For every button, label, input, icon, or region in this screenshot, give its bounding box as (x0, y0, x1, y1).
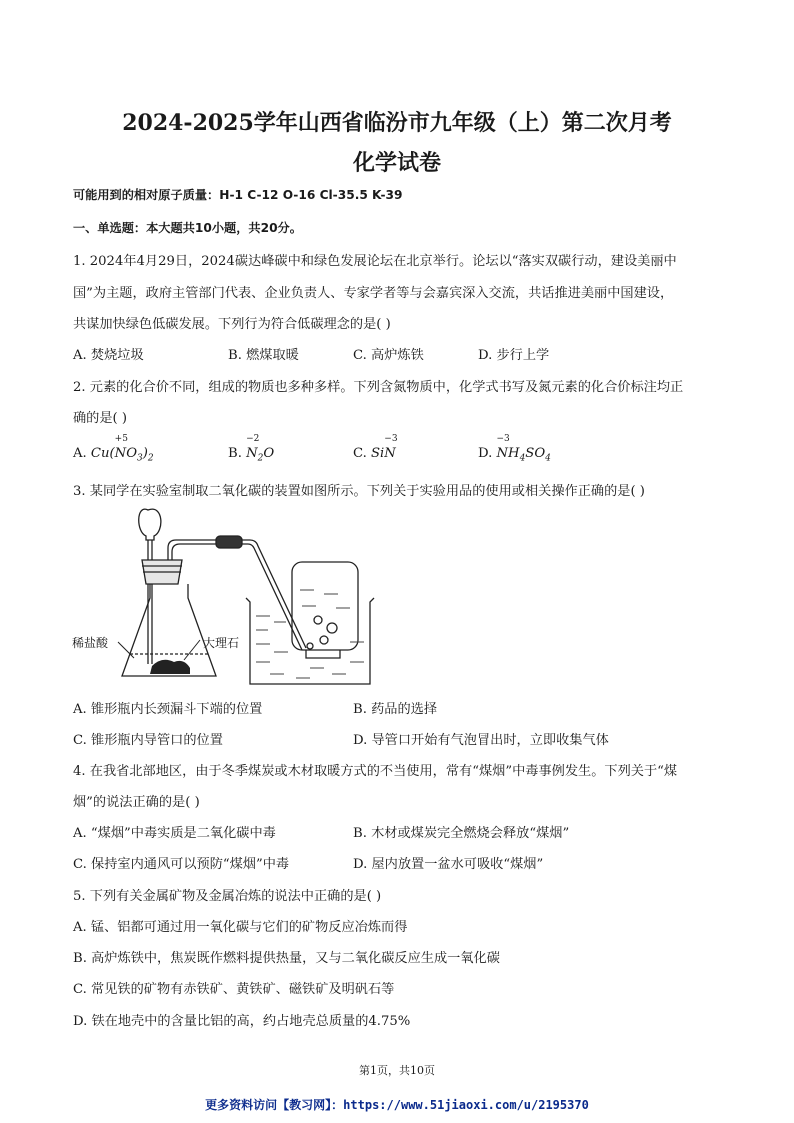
label-marble: 大理石 (203, 636, 240, 650)
option-c: C. Si −3 N (353, 434, 398, 461)
label-dilute-hcl: 稀盐酸 (72, 636, 109, 650)
option-d: D. 屋内放置一盆水可吸收“煤烟” (353, 857, 544, 872)
option-b: B. 木材或煤炭完全燃烧会释放“煤烟” (353, 826, 570, 841)
question-text: 3. 某同学在实验室制取二氧化碳的装置如图所示。下列关于实验用品的使用或相关操作正确的是( ) (73, 484, 645, 499)
option-c: C. 保持室内通风可以预防“煤烟”中毒 (73, 857, 290, 872)
co2-apparatus-figure (70, 502, 390, 690)
option-b: B. 燃煤取暖 (228, 348, 299, 363)
section-heading: 一、单选题：本大题共10小题，共20分。 (73, 221, 302, 235)
option-a: A. 锥形瓶内长颈漏斗下端的位置 (73, 702, 263, 717)
question-text: 烟”的说法正确的是( ) (73, 795, 200, 810)
question-text: 国”为主题，政府主管部门代表、企业负责人、专家学者等与会嘉宾深入交流，共话推进美丽中国建设， (73, 286, 674, 301)
option-c: C. 锥形瓶内导管口的位置 (73, 733, 223, 748)
option-c: C. 高炉炼铁 (353, 348, 424, 363)
option-d: D. 导管口开始有气泡冒出时，立即收集气体 (353, 733, 609, 748)
option-a: A. 焚烧垃圾 (73, 348, 144, 363)
page-number: 第1页，共10页 (359, 1064, 435, 1077)
question-text: 1. 2024年4月29日，2024碳达峰碳中和绿色发展论坛在北京举行。论坛以“落实双碳行动，建设美丽中 (73, 254, 677, 269)
resource-link[interactable]: 更多资料访问【教习网】：https://www.51jiaoxi.com/u/2195370 (205, 1098, 589, 1112)
page-title: 2024-2025学年山西省临汾市九年级（上）第二次月考 (122, 110, 672, 136)
question-text: 确的是( ) (73, 411, 128, 426)
page-subtitle: 化学试卷 (352, 150, 441, 176)
question-text: 2. 元素的化合价不同，组成的物质也多种多样。下列含氮物质中，化学式书写及氮元素的化合价标注均正 (73, 380, 684, 395)
option-d: D. −3 $NH_4SO_4$ (478, 434, 551, 464)
option-b: B. −2 $N_2O$ (228, 434, 275, 464)
option-a: A. “煤烟”中毒实质是二氧化碳中毒 (73, 826, 276, 841)
question-text: 5. 下列有关金属矿物及金属冶炼的说法中正确的是( ) (73, 889, 382, 904)
question-text: 共谋加快绿色低碳发展。下列行为符合低碳理念的是( ) (73, 317, 391, 332)
option-d: D. 步行上学 (478, 348, 550, 363)
option-c: C. 常见铁的矿物有赤铁矿、黄铁矿、磁铁矿及明矾石等 (73, 982, 395, 997)
question-text: 4. 在我省北部地区，由于冬季煤炭或木材取暖方式的不当使用，常有“煤烟”中毒事例发生。下列关于“煤 (73, 764, 678, 779)
option-d: D. 铁在地壳中的含量比铝的高，约占地壳总质量的4.75% (73, 1014, 411, 1029)
option-b: B. 药品的选择 (353, 702, 438, 717)
option-b: B. 高炉炼铁中，焦炭既作燃料提供热量，又与二氧化碳反应生成一氧化碳 (73, 951, 500, 966)
option-a: A. 锰、铝都可通过用一氧化碳与它们的矿物反应冶炼而得 (73, 920, 408, 935)
atomic-mass-note: 可能用到的相对原子质量：H-1 C-12 O-16 Cl-35.5 K-39 (73, 188, 403, 202)
option-a: A. Cu( +5 $NO_3)_2$ (73, 434, 154, 464)
